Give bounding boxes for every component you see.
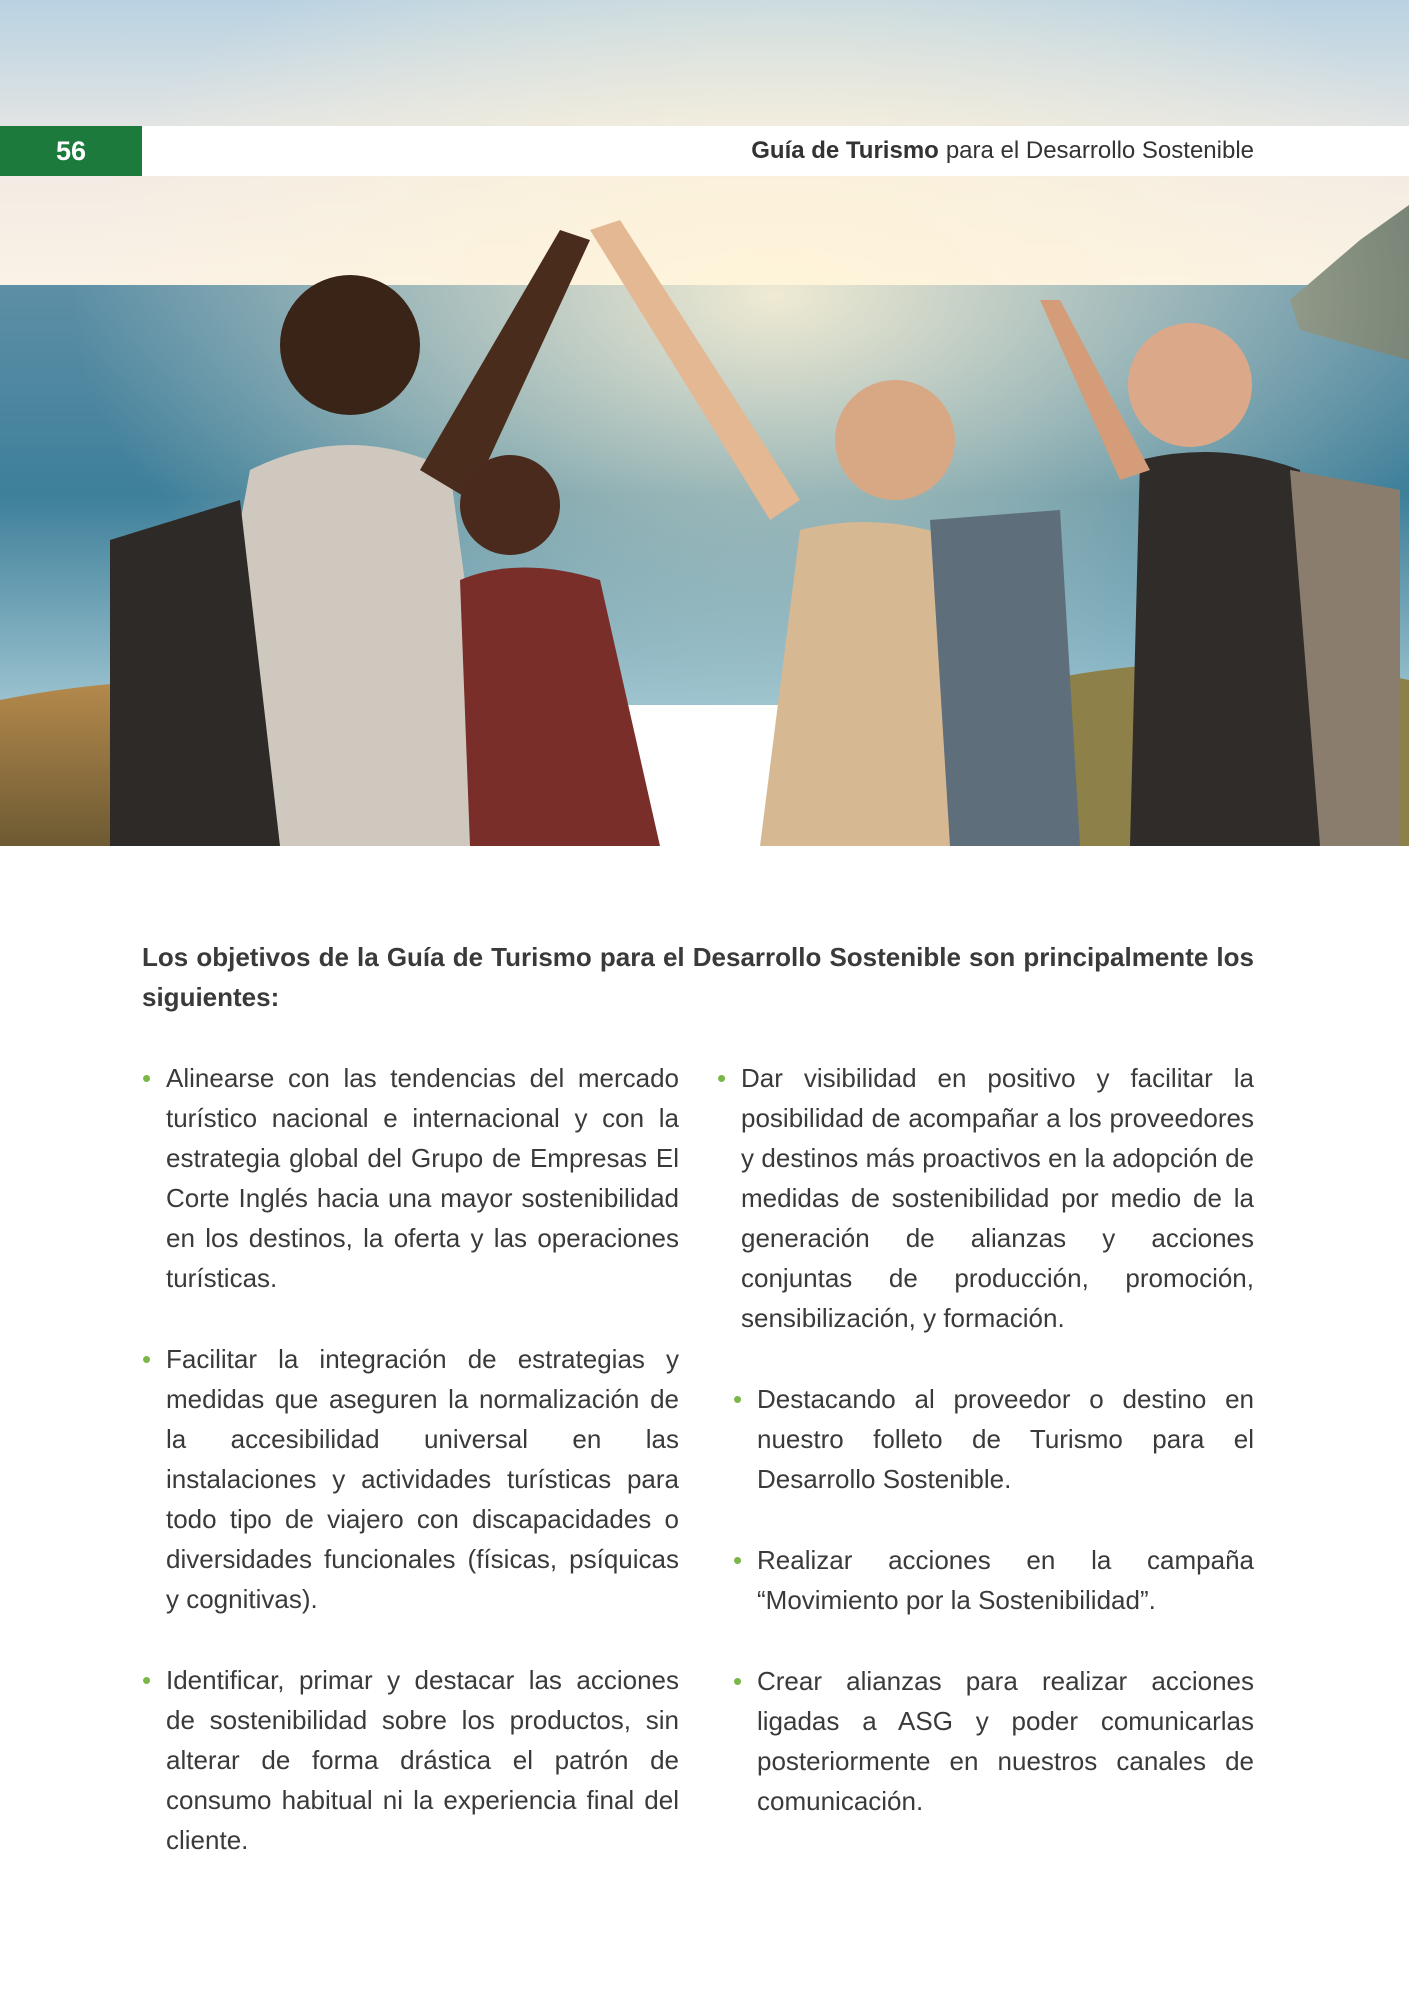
running-title bbox=[751, 126, 1254, 176]
list-item bbox=[717, 1058, 1254, 1338]
list-item-text: Realizar acciones en la campaña “Movimiento por la Sostenibilidad”. bbox=[757, 1545, 1254, 1615]
list-item-text: Facilitar la integración de estrategias y medidas que aseguren la normalización de la accesibilidad universal en las instalaciones y actividades turísticas para todo tipo de viajero con discapacidades o diversidades funcionales (físicas, psíquicas y cognitivas). bbox=[166, 1344, 679, 1614]
list-item bbox=[142, 1339, 679, 1619]
running-title-bold: Guía de Turismo bbox=[751, 137, 939, 164]
list-item-text: Destacando al proveedor o destino en nuestro folleto de Turismo para el Desarrollo Sostenible. bbox=[757, 1384, 1254, 1494]
bullet-icon: • bbox=[733, 1666, 743, 1696]
intro-paragraph: Los objetivos de la Guía de Turismo para el Desarrollo Sostenible son principalmente los siguientes: bbox=[142, 942, 1254, 1012]
page-number: 56 bbox=[0, 126, 142, 176]
list-item bbox=[142, 1058, 679, 1298]
header-band bbox=[0, 126, 1409, 176]
list-item-text: Crear alianzas para realizar acciones ligadas a ASG y poder comunicarlas posteriormente en nuestros canales de comunicación. bbox=[757, 1666, 1254, 1816]
list-item bbox=[733, 1661, 1254, 1821]
bullet-icon: • bbox=[733, 1545, 743, 1575]
bullet-icon: • bbox=[733, 1384, 743, 1414]
running-title-rest: para el Desarrollo Sostenible bbox=[945, 137, 1254, 164]
list-item bbox=[733, 1540, 1254, 1620]
left-column bbox=[142, 1058, 679, 1860]
bullet-icon: • bbox=[717, 1063, 727, 1093]
bullet-icon: • bbox=[142, 1665, 152, 1695]
list-item bbox=[733, 1379, 1254, 1499]
list-item-text: Identificar, primar y destacar las acciones de sostenibilidad sobre los productos, sin alterar de forma drástica el patrón de consumo habitual ni la experiencia final del cliente. bbox=[166, 1665, 679, 1855]
list-item-text: Alinearse con las tendencias del mercado turístico nacional e internacional y con la estrategia global del Grupo de Empresas El Corte Inglés hacia una mayor sostenibilidad en los destinos, la oferta y las operaciones turísticas. bbox=[166, 1063, 679, 1293]
right-column bbox=[717, 1058, 1254, 1821]
list-item bbox=[142, 1660, 679, 1860]
list-item-text: Dar visibilidad en positivo y facilitar la posibilidad de acompañar a los proveedores y destinos más proactivos en la adopción de medidas de sostenibilidad por medio de la generación de alianzas y acciones conjuntas de producción, promoción, sensibilización, y formación. bbox=[741, 1063, 1254, 1333]
bullet-icon: • bbox=[142, 1344, 152, 1374]
bullet-icon: • bbox=[142, 1063, 152, 1093]
